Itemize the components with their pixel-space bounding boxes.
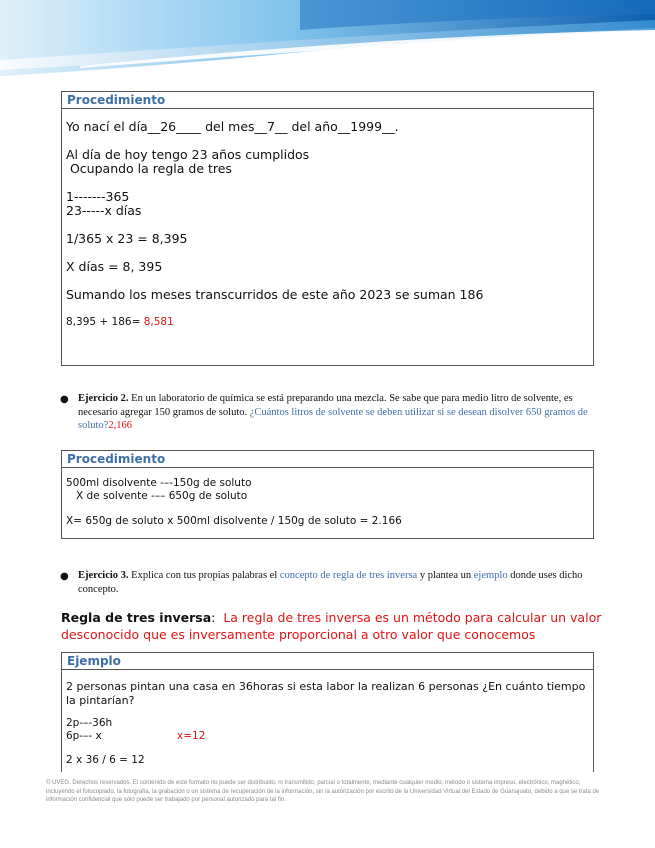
exercise-3-label: Ejercicio 3.	[78, 570, 129, 581]
exercise-3	[78, 569, 596, 596]
box2-line-3: X= 650g de soluto x 500ml disolvente / 150g de soluto = 2.166	[66, 515, 402, 527]
rule-row-2: 23-----x días	[66, 203, 142, 218]
example-row-1: 2p-–-36h	[66, 717, 113, 729]
days-line: X días = 8, 395	[66, 259, 163, 274]
example-header: Ejemplo	[62, 653, 593, 670]
box2-line-1: 500ml disolvente -–-150g de soluto	[66, 477, 252, 489]
exercise-2	[78, 392, 596, 433]
concept-link[interactable]: concepto de regla de tres inversa	[279, 570, 418, 581]
exercise-2-label: Ejercicio 2.	[78, 393, 129, 404]
header-banner	[0, 0, 655, 82]
sum-result: 8,581	[143, 316, 174, 328]
definition-text: La regla de tres inversa es un método para calcular un valor desconocido que es inversamente proporcional a otro valor que conocemos	[61, 610, 606, 642]
procedure-header: Procedimiento	[62, 92, 593, 109]
exercise-3-text-2: y plantea un	[417, 570, 474, 581]
method-line: Ocupando la regla de tres	[66, 161, 232, 176]
sum-prefix: 8,395 + 186=	[66, 316, 144, 328]
definition-term: Regla de tres inversa	[61, 610, 212, 625]
copyright-footer: © UVEG. Derechos reservados. El contenido de este formato no puede ser distribuido, ni transmitido, parcial o totalmente, mediante cualquier medio, método o sistema impreso, electrónico, magnético, incluyendo el fotocopiado, la fotografía, la grabación o un sistema de recuperación de la información, sin la autorización por escrito de la Universidad Virtual del Estado de Guanajuato, debido a que se trata de información confidencial que sólo puede ser trabajado por personal autorizado para tal fin.	[46, 780, 600, 804]
rule-row-1: 1-------365	[66, 189, 130, 204]
months-line: Sumando los meses transcurridos de este año 2023 se suman 186	[66, 287, 484, 302]
calc-line: 1/365 x 23 = 8,395	[66, 231, 188, 246]
bullet-icon: ●	[60, 394, 69, 405]
example-x-value: x=12	[177, 730, 206, 742]
procedure-header: Procedimiento	[62, 451, 593, 468]
example-row-2: 6p-–- x	[66, 730, 102, 742]
exercise-3-text-1: Explica con tus propias palabras el	[128, 570, 280, 581]
definition-colon: :	[211, 610, 216, 625]
sum-line	[66, 316, 174, 328]
exercise-2-text: En un laboratorio de química se está preparando una mezcla. Se sabe que para medio litro de solvente, es necesario agregar 150 gramos de soluto.	[78, 393, 573, 418]
exercise-3-text-3: donde uses dicho concepto.	[78, 570, 583, 595]
example-link[interactable]: ejemplo	[473, 570, 508, 581]
exercise-2-question: ¿Cuántos litros de solvente se deben utilizar si se desean disolver 650 gramos de soluto?	[78, 406, 588, 431]
example-problem: 2 personas pintan una casa en 36horas si esta labor la realizan 6 personas ¿En cuánto tiempo la pintarían?	[66, 680, 586, 707]
example-calc: 2 x 36 / 6 = 12	[66, 754, 145, 766]
bullet-icon: ●	[60, 571, 69, 582]
box2-line-2: X de solvente -–– 650g de soluto	[66, 490, 248, 502]
definition	[61, 609, 606, 643]
age-line: Al día de hoy tengo 23 años cumplidos	[66, 147, 310, 162]
birth-line: Yo nací el día__26____ del mes__7__ del año__1999__.	[66, 119, 399, 134]
exercise-2-answer: 2,166	[108, 420, 132, 431]
